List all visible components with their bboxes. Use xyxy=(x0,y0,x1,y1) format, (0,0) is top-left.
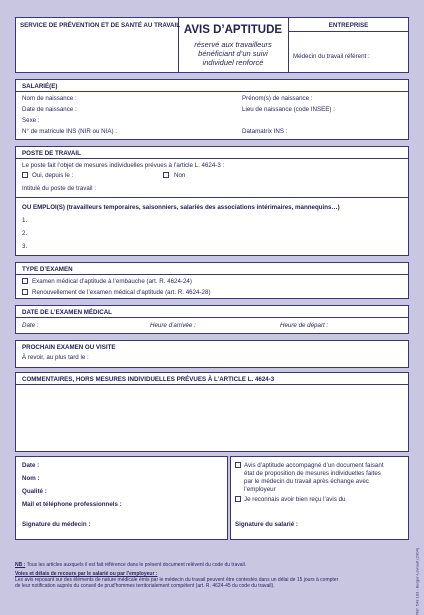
salarie-signature-box xyxy=(230,456,409,540)
sig-qualite-label: Qualité : xyxy=(22,488,47,495)
sexe-label: Sexe : xyxy=(22,117,40,124)
service-label: SERVICE DE PRÉVENTION ET DE SANTÉ AU TRAVAIL xyxy=(20,22,180,29)
poste-question: Le poste fait l’objet de mesures individuelles prévues à l’article L. 4624-3 : xyxy=(22,162,225,169)
reconnais-label: Je reconnais avoir bien reçu l’avis du xyxy=(244,496,346,503)
lieu-label: Lieu de naissance (code INSEE) : xyxy=(242,106,335,113)
date-examen-section xyxy=(15,305,409,334)
nb-line xyxy=(15,562,400,568)
poste-section xyxy=(15,146,409,256)
avis-mesures-checkbox[interactable] xyxy=(235,462,241,468)
page-title: AVIS D’APTITUDE xyxy=(183,24,283,36)
examen-section xyxy=(15,262,409,299)
emploi-item-3: 3. xyxy=(22,243,28,250)
sig-salarie-label: Signature du salarié : xyxy=(235,521,298,528)
examen-renouvellement-checkbox[interactable] xyxy=(22,289,28,295)
datamatrix-label: Datamatrix INS : xyxy=(242,128,288,135)
sig-nom-label: Nom : xyxy=(22,475,40,482)
intitule-label: Intitulé du poste de travail : xyxy=(22,185,96,192)
prochain-section xyxy=(15,340,409,368)
avis-line-1: Avis d’aptitude accompagné d’un document faisant xyxy=(244,462,384,469)
examen-renouvellement-label: Renouvellement de l’examen médical d’aptitude (art. R. 4624-28) xyxy=(32,289,211,296)
sig-medecin-label: Signature du médecin : xyxy=(22,521,91,528)
emploi-item-1: 1. xyxy=(22,217,28,224)
prenom-label: Prénom(s) de naissance : xyxy=(242,95,313,102)
heure-arrivee-label: Heure d’arrivée : xyxy=(150,322,196,329)
avis-line-4: l’employeur xyxy=(244,486,276,493)
subtitle-line-1: réservé aux travailleurs xyxy=(194,40,272,49)
emploi-item-2: 2. xyxy=(22,230,28,237)
examen-embauche-checkbox[interactable] xyxy=(22,278,28,284)
oui-label: Oui, depuis le : xyxy=(32,172,74,179)
voies-line-1: Les avis reposant sur des éléments de nature médicale émis par le médecin du travail peuvent être contestés dans un délai de 15 jours à compter xyxy=(15,577,339,583)
oui-checkbox[interactable] xyxy=(22,172,28,178)
medecin-signature-box xyxy=(15,456,228,540)
poste-heading: POSTE DE TRAVAIL xyxy=(22,150,81,157)
avis-line-2: état de proposition de mesures individuelles faites xyxy=(244,470,381,477)
date-label: Date : xyxy=(22,322,39,329)
date-examen-heading: DATE DE L’EXAMEN MÉDICAL xyxy=(22,309,112,316)
salarie-heading: SALARIÉ(E) xyxy=(22,83,58,90)
nb-label: NB : xyxy=(15,562,26,568)
salarie-section xyxy=(15,79,409,140)
prochain-text: À revoir, au plus tard le : xyxy=(22,354,89,361)
subtitle-line-3: individuel renforcé xyxy=(202,58,264,67)
nom-label: Nom de naissance : xyxy=(22,95,77,102)
entreprise-label: ENTREPRISE xyxy=(328,22,369,29)
nb-text: Tous les articles auxquels il est fait référence dans le présent document relèvent du code du travail. xyxy=(26,562,247,568)
voies-title: Voies et délais de recours par le salarié ou par l’employeur : xyxy=(15,571,158,577)
sig-date-label: Date : xyxy=(22,462,40,469)
non-label: Non xyxy=(174,172,186,179)
voies-line-2: de leur notification auprès du conseil de prud’hommes territorialement compétent (art. R. 4624-45 du code du travail). xyxy=(15,583,275,589)
sig-mail-label: Mail et téléphone professionnels : xyxy=(22,501,122,508)
footer xyxy=(15,562,400,589)
matricule-label: N° de matricule INS (NIR ou NIA) : xyxy=(22,128,117,135)
header-box xyxy=(15,17,409,73)
emplois-heading: OU EMPLOI(S) (travailleurs temporaires, saisonniers, salariés des associations intérimaires, mannequins…) xyxy=(22,204,340,211)
commentaires-heading: COMMENTAIRES, HORS MESURES INDIVIDUELLES PRÉVUES À L’ARTICLE L. 4624-3 xyxy=(22,376,275,383)
medecin-label: Médecin du travail référent : xyxy=(293,53,370,60)
commentaires-section xyxy=(15,372,409,452)
reference-code: Réf. 543 183 - Berger-Levrault (2304) xyxy=(415,548,420,615)
date-naissance-label: Date de naissance : xyxy=(22,106,77,113)
prochain-heading: PROCHAIN EXAMEN OU VISITE xyxy=(22,344,116,351)
reconnais-checkbox[interactable] xyxy=(235,496,241,502)
non-checkbox[interactable] xyxy=(163,172,169,178)
examen-embauche-label: Examen médical d’aptitude à l’embauche (art. R. 4624-24) xyxy=(32,278,192,285)
subtitle-line-2: bénéficiant d’un suivi xyxy=(198,49,268,58)
heure-depart-label: Heure de départ : xyxy=(280,322,329,329)
examen-heading: TYPE D’EXAMEN xyxy=(22,266,73,273)
avis-line-3: par le médecin du travail après échange avec xyxy=(244,478,369,485)
